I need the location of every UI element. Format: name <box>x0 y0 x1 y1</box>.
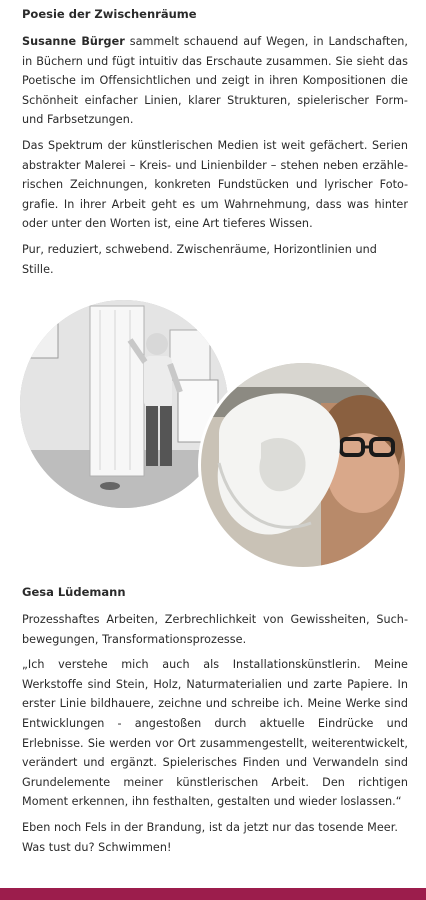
artist-studio-photo <box>20 300 228 508</box>
media-paragraph: Das Spektrum der künstlerischen Medien ist weit gefächert. Serien abstrakter Malerei – Kreis- und Linienbilder – stehen neben erzählerischen Zeichnungen, konkreten Fundstücken und lyrischer Fotografie. In ihrer Arbeit geht es um Wahrnehmung, dass was hinter oder unter den Worten ist, eine Art tieferes Wissen. <box>22 138 408 231</box>
studio-photo-graphic <box>20 300 228 508</box>
summary-paragraph: Pur, reduziert, schwebend. Zwischenräume, Horizontlinien und Stille. <box>22 242 377 276</box>
section-heading-gesa: Gesa Lüdemann <box>22 585 126 599</box>
artist-sculpture-photo <box>198 360 408 570</box>
susanne-buerger-section <box>22 6 408 285</box>
closing-paragraph: Eben noch Fels in der Brandung, ist da jetzt nur das tosende Meer. Was tust du? Schwimmen! <box>22 820 398 854</box>
sculpture-photo-graphic <box>201 363 405 567</box>
footer-accent-bar <box>0 888 426 900</box>
artist-name: Susanne Bürger <box>22 35 125 48</box>
keywords-paragraph: Prozesshaftes Arbeiten, Zerbrechlichkeit von Gewissheiten, Suchbewegungen, Transformationsprozesse. <box>22 613 408 646</box>
quote-paragraph: „Ich verstehe mich auch als Installationskünstlerin. Meine Werkstoffe sind Stein, Holz, Naturmaterialien und zarte Papiere. In erster Linie bildhauere, zeichne und schreibe ich. Meine Werke sind Entwicklungen - angestoßen durch aktuelle Eindrücke und Erlebnisse. Sie werden vor Ort zusammengestellt, weiterentwickelt, verändert und ergänzt. Spielerisches Finden und Verwandeln sind Grundelemente meiner künstlerischen Arbeit. Den richtigen Moment erkennen, ihn festhalten, gestalten und wieder loslassen.“ <box>22 658 408 809</box>
section-heading-poesie: Poesie der Zwischenräume <box>22 7 197 21</box>
intro-text: sammelt schauend auf Wegen, in Landschaften, in Büchern und fügt intuitiv das Erschaute zusammen. Sie sieht das Poetische im Offensichtlichen und zeigt in ihren Kompositionen die Schönheit einfacher Linien, klarer Strukturen, spielerischer Form- und Farbsetzungen. <box>22 35 409 127</box>
intro-paragraph <box>22 32 408 130</box>
gesa-luedemann-section <box>22 584 408 863</box>
